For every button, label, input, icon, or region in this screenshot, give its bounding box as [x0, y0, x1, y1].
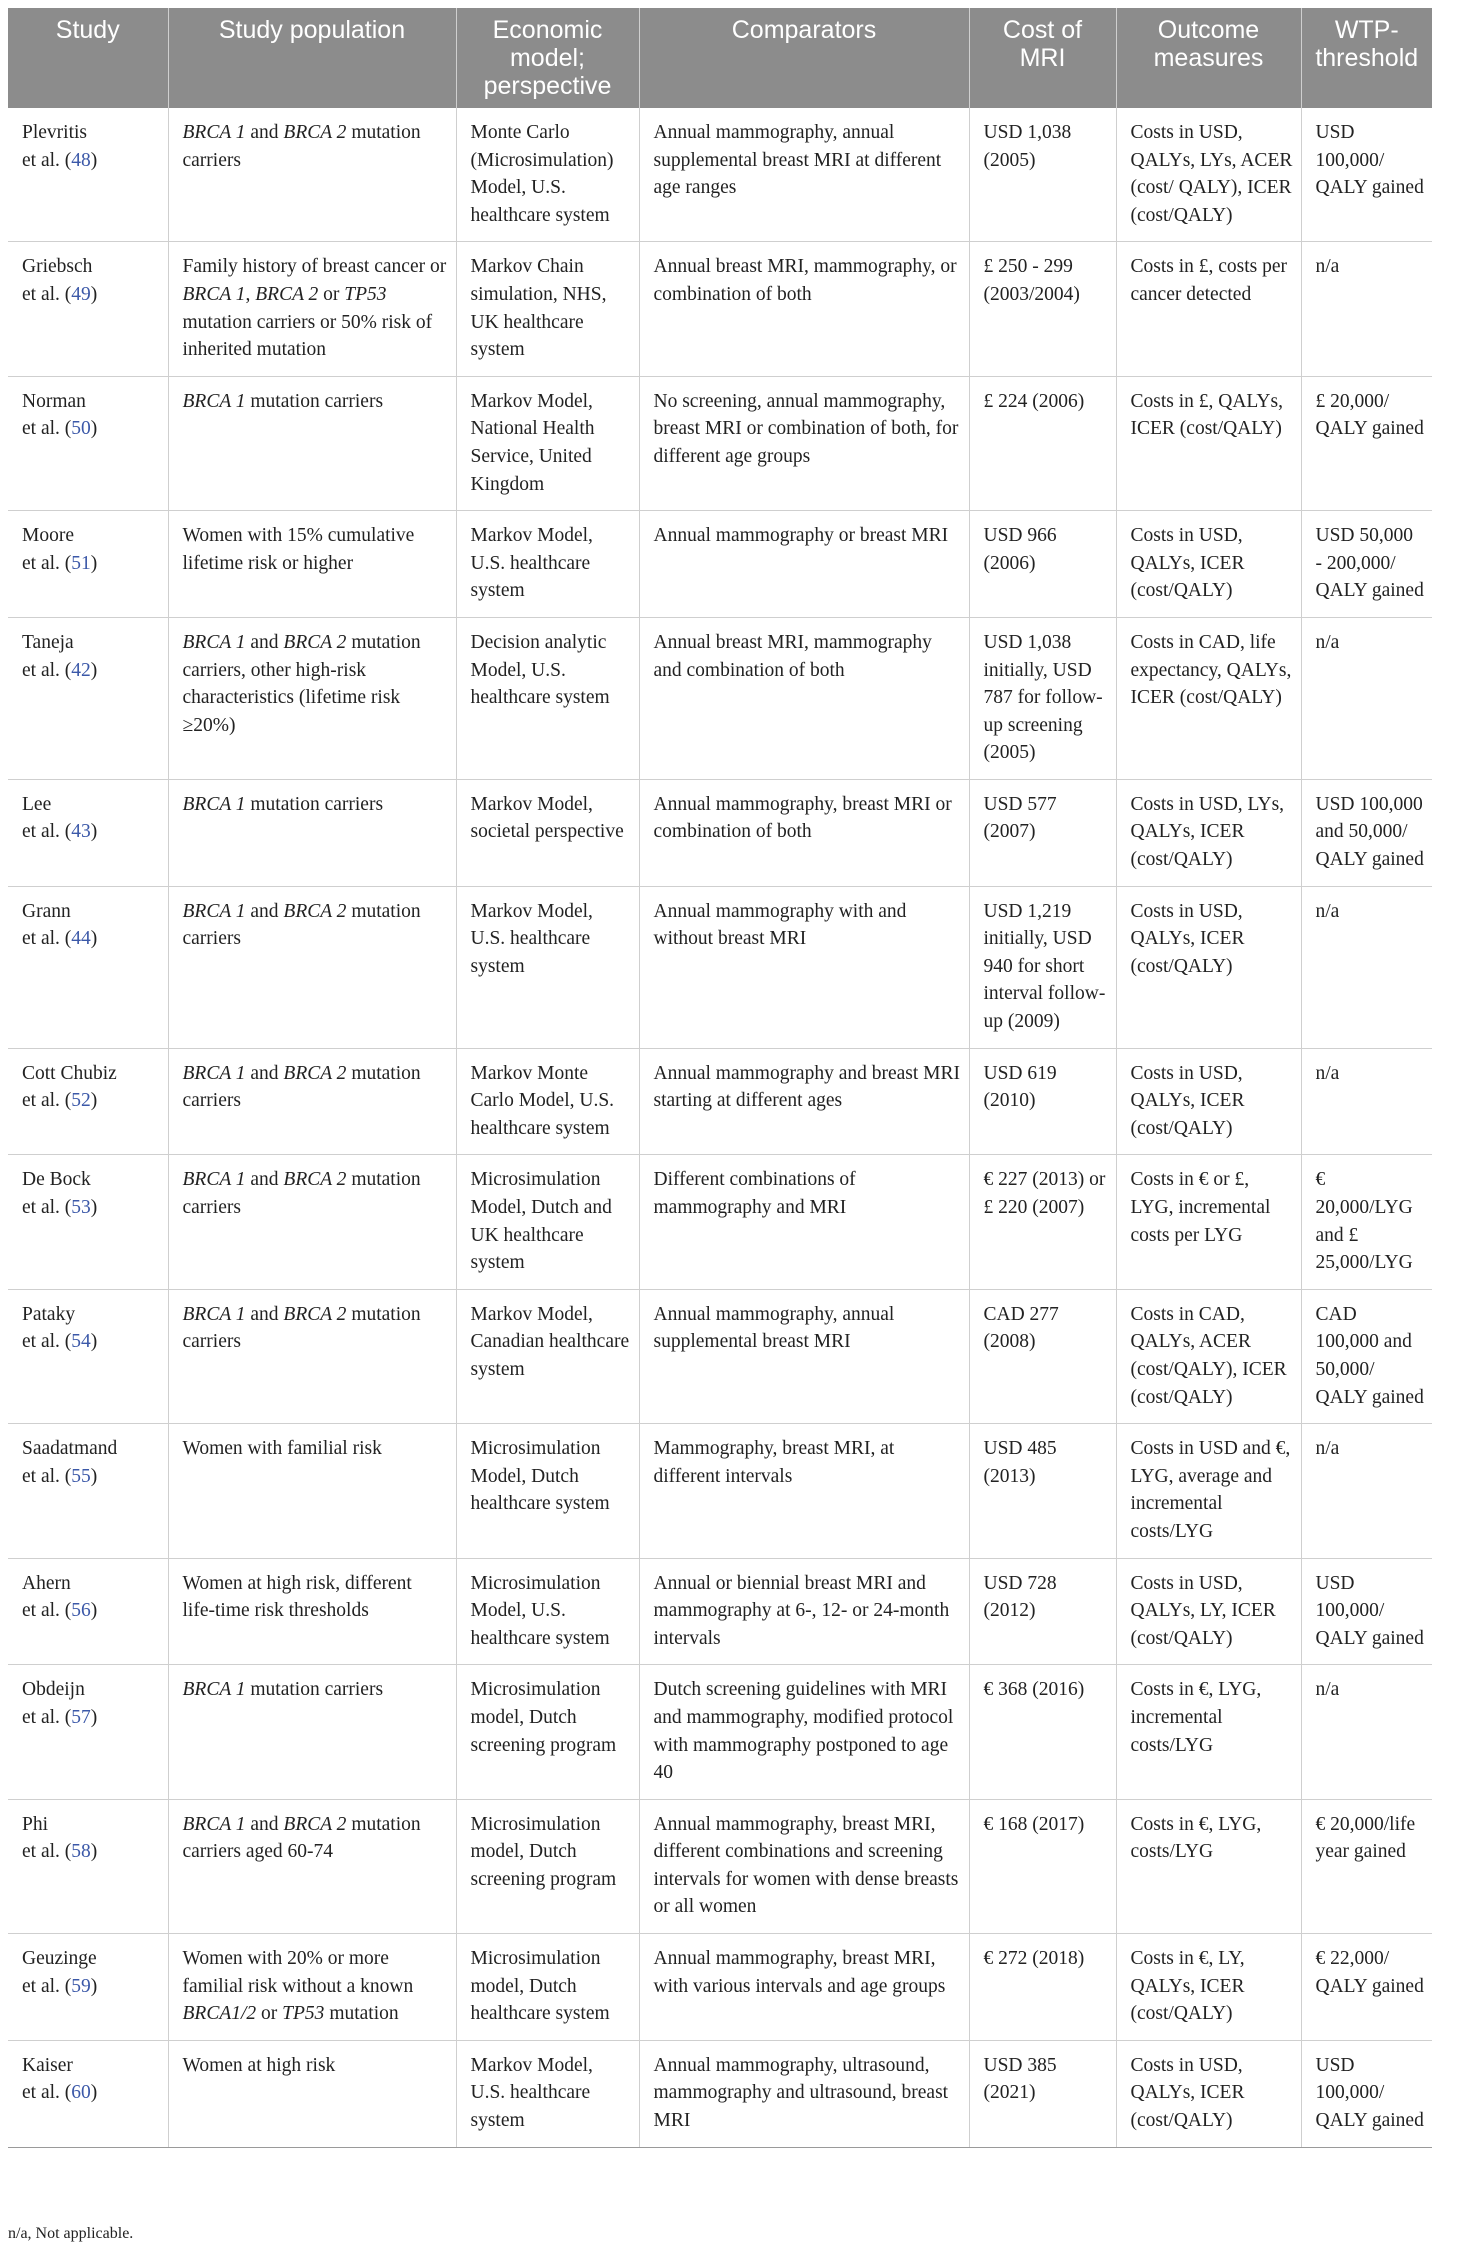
cost-cell: USD 1,038 initially, USD 787 for follow-up screening (2005)	[969, 617, 1116, 779]
comparators-cell: Annual mammography, breast MRI, different combinations and screening intervals for women with dense breasts or all women	[639, 1799, 969, 1933]
study-suffix: et al. (	[22, 1600, 72, 1622]
reference-link[interactable]: 56	[71, 1600, 91, 1622]
population-text: mutation carriers	[245, 1679, 384, 1701]
study-close: )	[90, 1331, 98, 1353]
table-row	[8, 1558, 1432, 1665]
population-text: BRCA 1	[182, 122, 246, 143]
study-author: Phi	[22, 1813, 49, 1835]
population-cell	[168, 1048, 456, 1155]
study-cell	[8, 511, 168, 618]
population-text: BRCA 1	[182, 1813, 246, 1835]
population-text: BRCA 1	[182, 631, 246, 653]
table-row	[8, 1155, 1432, 1289]
wtp-cell: USD 100,000/ QALY gained	[1301, 108, 1432, 242]
population-text: mutation carriers aged 60-74	[182, 1813, 421, 1863]
study-author: Lee	[22, 793, 52, 815]
population-text: ,	[245, 283, 256, 305]
study-suffix: et al. (	[22, 1331, 72, 1353]
study-close: )	[90, 1197, 98, 1218]
study-cell	[8, 1155, 168, 1289]
study-author: Kaiser	[22, 2054, 73, 2076]
outcomes-cell: Costs in € or £, LYG, incremental costs per LYG	[1116, 1155, 1301, 1289]
population-text: BRCA 2	[283, 1303, 347, 1325]
population-text: and	[245, 1169, 284, 1191]
study-cell	[8, 376, 168, 510]
comparators-cell: Annual breast MRI, mammography and combination of both	[639, 617, 969, 779]
outcomes-cell: Costs in £, QALYs, ICER (cost/QALY)	[1116, 376, 1301, 510]
model-cell: Microsimulation Model, Dutch and UK healthcare system	[456, 1155, 639, 1289]
comparators-cell: Dutch screening guidelines with MRI and mammography, modified protocol with mammography postponed to age 40	[639, 1665, 969, 1799]
wtp-cell: € 20,000/LYG and £ 25,000/LYG	[1301, 1155, 1432, 1289]
population-text: Women at high risk	[182, 2054, 336, 2076]
population-cell	[168, 1665, 456, 1799]
cost-cell: € 227 (2013) or £ 220 (2007)	[969, 1155, 1116, 1289]
wtp-cell: CAD 100,000 and 50,000/ QALY gained	[1301, 1289, 1432, 1423]
study-author: Obdeijn	[22, 1679, 85, 1701]
population-text: mutation carriers	[245, 793, 384, 815]
model-cell: Markov Model, U.S. healthcare system	[456, 2040, 639, 2147]
population-text: BRCA 2	[283, 1169, 347, 1191]
population-text: mutation carriers	[182, 1303, 421, 1353]
outcomes-cell: Costs in €, LYG, incremental costs/LYG	[1116, 1665, 1301, 1799]
study-close: )	[90, 1975, 98, 1997]
comparators-cell: No screening, annual mammography, breast MRI or combination of both, for different age groups	[639, 376, 969, 510]
study-suffix: et al. (	[22, 1975, 72, 1997]
population-text: Women with 15% cumulative lifetime risk or higher	[182, 525, 415, 574]
population-text: mutation carriers, other high-risk characteristics (lifetime risk ≥20%)	[182, 631, 421, 736]
population-cell	[168, 886, 456, 1048]
reference-link[interactable]: 48	[71, 149, 91, 171]
population-cell	[168, 1799, 456, 1933]
wtp-cell: n/a	[1301, 617, 1432, 779]
comparators-cell: Mammography, breast MRI, at different intervals	[639, 1424, 969, 1558]
wtp-cell: € 22,000/ QALY gained	[1301, 1934, 1432, 2041]
cost-cell: USD 728 (2012)	[969, 1558, 1116, 1665]
outcomes-cell: Costs in USD, QALYs, ICER (cost/QALY)	[1116, 2040, 1301, 2147]
comparators-cell: Annual or biennial breast MRI and mammography at 6-, 12- or 24-month intervals	[639, 1558, 969, 1665]
study-cell	[8, 1289, 168, 1423]
wtp-cell: € 20,000/life year gained	[1301, 1799, 1432, 1933]
population-text: Women with familial risk	[182, 1438, 382, 1460]
population-cell	[168, 1155, 456, 1289]
study-close: )	[90, 1706, 98, 1728]
study-author: Moore	[22, 525, 74, 547]
reference-link[interactable]: 52	[71, 1090, 91, 1112]
comparators-cell: Annual mammography, annual supplemental breast MRI at different age ranges	[639, 108, 969, 242]
study-close: )	[90, 1465, 98, 1487]
study-close: )	[90, 283, 98, 305]
table-row	[8, 108, 1432, 242]
reference-link[interactable]: 43	[71, 821, 91, 843]
wtp-cell: £ 20,000/ QALY gained	[1301, 376, 1432, 510]
comparators-cell: Annual mammography, annual supplemental breast MRI	[639, 1289, 969, 1423]
study-suffix: et al. (	[22, 1197, 72, 1218]
cost-cell: € 272 (2018)	[969, 1934, 1116, 2041]
study-author: Norman	[22, 390, 86, 412]
model-cell: Microsimulation Model, Dutch healthcare system	[456, 1424, 639, 1558]
comparators-cell: Annual mammography, breast MRI or combination of both	[639, 779, 969, 886]
cost-cell: USD 485 (2013)	[969, 1424, 1116, 1558]
study-close: )	[90, 2082, 98, 2104]
population-cell	[168, 1424, 456, 1558]
header-model: Economic model; perspective	[456, 8, 639, 108]
table-row	[8, 376, 1432, 510]
study-close: )	[90, 552, 98, 574]
header-cost: Cost of MRI	[969, 8, 1116, 108]
reference-link[interactable]: 42	[71, 659, 91, 681]
comparators-cell: Different combinations of mammography and MRI	[639, 1155, 969, 1289]
table-row	[8, 1799, 1432, 1933]
table-row	[8, 1048, 1432, 1155]
model-cell: Microsimulation model, Dutch healthcare system	[456, 1934, 639, 2041]
population-text: and	[245, 122, 284, 143]
population-text: mutation carriers	[182, 1169, 421, 1218]
population-text: Family history of breast cancer or	[182, 256, 447, 278]
study-author: Plevritis	[22, 122, 88, 143]
study-cell	[8, 108, 168, 242]
population-text: BRCA 1	[182, 900, 246, 922]
population-text: BRCA 1	[182, 1303, 246, 1325]
population-text: BRCA 1	[182, 390, 246, 412]
population-text: BRCA 2	[283, 122, 347, 143]
study-close: )	[90, 418, 98, 440]
table-row	[8, 1934, 1432, 2041]
outcomes-cell: Costs in USD, QALYs, ICER (cost/QALY)	[1116, 886, 1301, 1048]
population-text: mutation carriers	[245, 390, 384, 412]
cost-cell: USD 1,219 initially, USD 940 for short interval follow-up (2009)	[969, 886, 1116, 1048]
population-text: BRCA 2	[283, 900, 347, 922]
population-text: BRCA 2	[283, 1813, 347, 1835]
wtp-cell: n/a	[1301, 886, 1432, 1048]
reference-link[interactable]: 44	[71, 928, 91, 950]
table-row	[8, 1665, 1432, 1799]
population-cell	[168, 511, 456, 618]
study-suffix: et al. (	[22, 283, 72, 305]
study-author: Grann	[22, 900, 71, 922]
study-suffix: et al. (	[22, 552, 72, 574]
study-cell	[8, 242, 168, 376]
header-outcomes: Outcome measures	[1116, 8, 1301, 108]
wtp-cell: USD 50,000 - 200,000/ QALY gained	[1301, 511, 1432, 618]
population-cell	[168, 1289, 456, 1423]
model-cell: Microsimulation model, Dutch screening program	[456, 1799, 639, 1933]
population-text: TP53	[282, 2003, 325, 2025]
population-text: or	[318, 283, 345, 305]
study-cell	[8, 886, 168, 1048]
cost-cell: USD 577 (2007)	[969, 779, 1116, 886]
population-text: and	[245, 1303, 284, 1325]
outcomes-cell: Costs in USD and €, LYG, average and incremental costs/LYG	[1116, 1424, 1301, 1558]
study-author: Cott Chubiz	[22, 1062, 117, 1084]
reference-link[interactable]: 53	[71, 1197, 91, 1218]
population-text: BRCA 1	[182, 1062, 246, 1084]
population-text: BRCA 1	[182, 793, 246, 815]
population-text: BRCA 2	[255, 283, 319, 305]
model-cell: Monte Carlo (Microsimulation) Model, U.S. healthcare system	[456, 108, 639, 242]
population-cell	[168, 1558, 456, 1665]
outcomes-cell: Costs in USD, QALYs, LY, ICER (cost/QALY)	[1116, 1558, 1301, 1665]
model-cell: Markov Model, U.S. healthcare system	[456, 886, 639, 1048]
study-close: )	[90, 1600, 98, 1622]
header-study: Study	[8, 8, 168, 108]
model-cell: Microsimulation Model, U.S. healthcare system	[456, 1558, 639, 1665]
reference-link[interactable]: 51	[71, 552, 91, 574]
model-cell: Markov Model, National Health Service, United Kingdom	[456, 376, 639, 510]
study-author: Griebsch	[22, 256, 93, 278]
study-cell	[8, 1934, 168, 2041]
study-cell	[8, 617, 168, 779]
study-suffix: et al. (	[22, 149, 72, 171]
header-wtp: WTP-threshold	[1301, 8, 1432, 108]
wtp-cell: n/a	[1301, 1665, 1432, 1799]
population-text: and	[245, 631, 284, 653]
population-cell	[168, 376, 456, 510]
study-suffix: et al. (	[22, 1841, 72, 1863]
study-author: Ahern	[22, 1572, 71, 1594]
population-cell	[168, 242, 456, 376]
population-cell	[168, 2040, 456, 2147]
cost-cell: USD 966 (2006)	[969, 511, 1116, 618]
cost-cell: £ 224 (2006)	[969, 376, 1116, 510]
study-author: Pataky	[22, 1303, 76, 1325]
wtp-cell: n/a	[1301, 1048, 1432, 1155]
header-row	[8, 8, 1432, 108]
population-text: mutation carriers	[182, 122, 421, 171]
population-cell	[168, 108, 456, 242]
comparators-cell: Annual mammography and breast MRI starting at different ages	[639, 1048, 969, 1155]
reference-link[interactable]: 59	[71, 1975, 91, 1997]
wtp-cell: USD 100,000/ QALY gained	[1301, 1558, 1432, 1665]
population-text: TP53	[344, 283, 387, 305]
population-cell	[168, 779, 456, 886]
study-close: )	[90, 659, 98, 681]
comparators-cell: Annual breast MRI, mammography, or combination of both	[639, 242, 969, 376]
table-row	[8, 242, 1432, 376]
population-text: or	[256, 2003, 283, 2025]
study-suffix: et al. (	[22, 928, 72, 950]
study-author: Saadatmand	[22, 1438, 118, 1460]
study-suffix: et al. (	[22, 821, 72, 843]
comparators-cell: Annual mammography or breast MRI	[639, 511, 969, 618]
population-text: mutation	[324, 2003, 399, 2025]
population-text: Women with 20% or more familial risk without a known	[182, 1948, 414, 1997]
population-text: BRCA 1	[182, 283, 246, 305]
outcomes-cell: Costs in CAD, life expectancy, QALYs, ICER (cost/QALY)	[1116, 617, 1301, 779]
model-cell: Markov Model, U.S. healthcare system	[456, 511, 639, 618]
study-cell	[8, 1048, 168, 1155]
outcomes-cell: Costs in €, LYG, costs/LYG	[1116, 1799, 1301, 1933]
study-cell	[8, 1799, 168, 1933]
outcomes-cell: Costs in USD, LYs, QALYs, ICER (cost/QALY)	[1116, 779, 1301, 886]
study-author: De Bock	[22, 1169, 91, 1191]
reference-link[interactable]: 58	[71, 1841, 91, 1863]
cost-cell: £ 250 - 299 (2003/2004)	[969, 242, 1116, 376]
study-cell	[8, 779, 168, 886]
study-close: )	[90, 928, 98, 950]
study-suffix: et al. (	[22, 1465, 72, 1487]
population-text: BRCA 1	[182, 1679, 246, 1701]
wtp-cell: n/a	[1301, 242, 1432, 376]
table-row	[8, 511, 1432, 618]
model-cell: Markov Monte Carlo Model, U.S. healthcare system	[456, 1048, 639, 1155]
header-population: Study population	[168, 8, 456, 108]
population-text: and	[245, 900, 284, 922]
model-cell: Markov Model, Canadian healthcare system	[456, 1289, 639, 1423]
model-cell: Markov Chain simulation, NHS, UK healthcare system	[456, 242, 639, 376]
study-author: Taneja	[22, 631, 74, 653]
study-author: Geuzinge	[22, 1948, 97, 1970]
outcomes-cell: Costs in USD, QALYs, LYs, ACER (cost/ QALY), ICER (cost/QALY)	[1116, 108, 1301, 242]
reference-link[interactable]: 49	[71, 283, 91, 305]
comparators-cell: Annual mammography, ultrasound, mammography and ultrasound, breast MRI	[639, 2040, 969, 2147]
population-text: mutation carriers or 50% risk of inherited mutation	[182, 311, 433, 361]
outcomes-cell: Costs in €, LY, QALYs, ICER (cost/QALY)	[1116, 1934, 1301, 2041]
study-close: )	[90, 1090, 98, 1112]
table-row	[8, 617, 1432, 779]
population-text: and	[245, 1813, 284, 1835]
population-text: mutation carriers	[182, 1062, 421, 1112]
study-close: )	[90, 821, 98, 843]
study-suffix: et al. (	[22, 1706, 72, 1728]
studies-table	[8, 8, 1432, 2148]
model-cell: Decision analytic Model, U.S. healthcare system	[456, 617, 639, 779]
population-text: and	[245, 1062, 284, 1084]
study-close: )	[90, 149, 98, 171]
study-cell	[8, 1558, 168, 1665]
wtp-cell: n/a	[1301, 1424, 1432, 1558]
population-cell	[168, 1934, 456, 2041]
population-text: BRCA 2	[283, 1062, 347, 1084]
cost-cell: € 168 (2017)	[969, 1799, 1116, 1933]
table-row	[8, 779, 1432, 886]
population-text: mutation carriers	[182, 900, 421, 950]
population-text: BRCA1/2	[182, 2003, 257, 2025]
header-comparators: Comparators	[639, 8, 969, 108]
study-suffix: et al. (	[22, 659, 72, 681]
wtp-cell: USD 100,000 and 50,000/ QALY gained	[1301, 779, 1432, 886]
comparators-cell: Annual mammography, breast MRI, with various intervals and age groups	[639, 1934, 969, 2041]
wtp-cell: USD 100,000/ QALY gained	[1301, 2040, 1432, 2147]
reference-link[interactable]: 50	[71, 418, 91, 440]
outcomes-cell: Costs in USD, QALYs, ICER (cost/QALY)	[1116, 1048, 1301, 1155]
reference-link[interactable]: 55	[71, 1465, 91, 1487]
outcomes-cell: Costs in £, costs per cancer detected	[1116, 242, 1301, 376]
table-row	[8, 2040, 1432, 2147]
cost-cell: USD 1,038 (2005)	[969, 108, 1116, 242]
population-cell	[168, 617, 456, 779]
comparators-cell: Annual mammography with and without breast MRI	[639, 886, 969, 1048]
reference-link[interactable]: 54	[71, 1331, 91, 1353]
study-suffix: et al. (	[22, 1090, 72, 1112]
table-row	[8, 1289, 1432, 1423]
study-suffix: et al. (	[22, 2082, 72, 2104]
study-cell	[8, 1665, 168, 1799]
cost-cell: USD 619 (2010)	[969, 1048, 1116, 1155]
footnote: n/a, Not applicable.	[8, 2225, 134, 2242]
model-cell: Microsimulation model, Dutch screening program	[456, 1665, 639, 1799]
reference-link[interactable]: 57	[71, 1706, 91, 1728]
study-cell	[8, 1424, 168, 1558]
cost-cell: USD 385 (2021)	[969, 2040, 1116, 2147]
cost-cell: CAD 277 (2008)	[969, 1289, 1116, 1423]
cost-cell: € 368 (2016)	[969, 1665, 1116, 1799]
population-text: BRCA 2	[283, 631, 347, 653]
table-row	[8, 886, 1432, 1048]
population-text: BRCA 1	[182, 1169, 246, 1191]
population-text: Women at high risk, different life-time risk thresholds	[182, 1572, 412, 1622]
outcomes-cell: Costs in CAD, QALYs, ACER (cost/QALY), ICER (cost/QALY)	[1116, 1289, 1301, 1423]
study-suffix: et al. (	[22, 418, 72, 440]
reference-link[interactable]: 60	[71, 2082, 91, 2104]
model-cell: Markov Model, societal perspective	[456, 779, 639, 886]
study-cell	[8, 2040, 168, 2147]
outcomes-cell: Costs in USD, QALYs, ICER (cost/QALY)	[1116, 511, 1301, 618]
table-row	[8, 1424, 1432, 1558]
study-close: )	[90, 1841, 98, 1863]
